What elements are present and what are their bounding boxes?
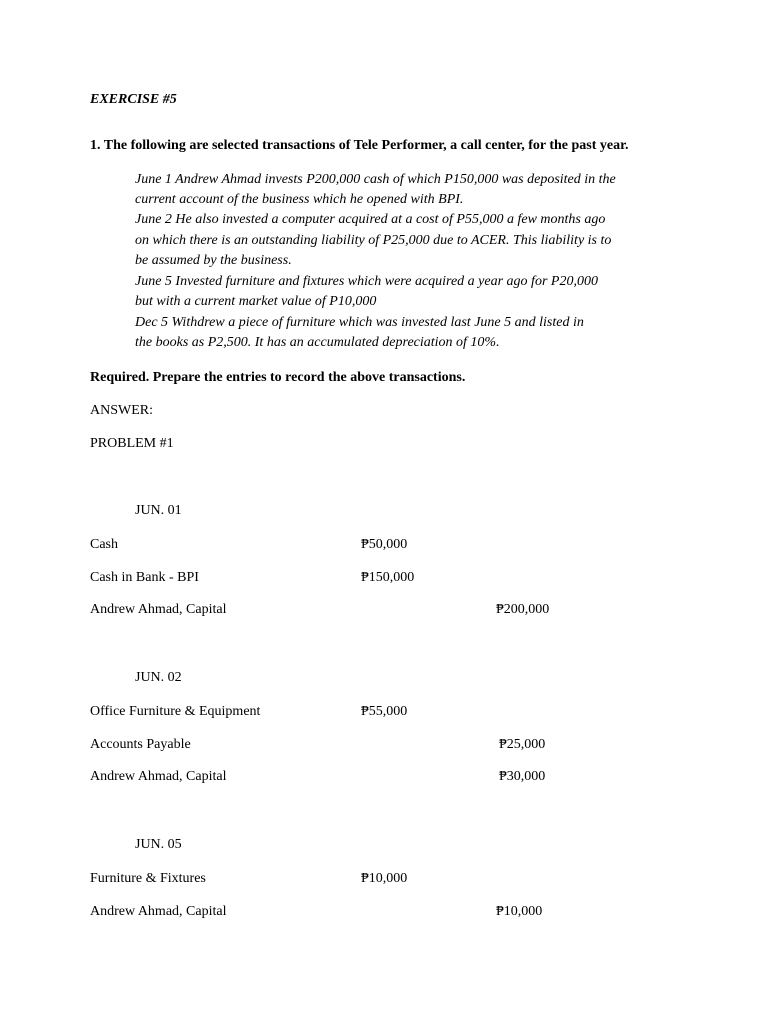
transaction-line: be assumed by the business. [135, 253, 292, 268]
answer-label: ANSWER: [90, 403, 153, 418]
entry-date: JUN. 05 [135, 837, 182, 852]
transaction-line: on which there is an outstanding liability of P25,000 due to ACER. This liability is to [135, 233, 612, 248]
debit-amount: ₱150,000 [361, 570, 415, 585]
account-name: Andrew Ahmad, Capital [90, 769, 227, 784]
entry-date: JUN. 01 [135, 503, 182, 518]
exercise-title: EXERCISE #5 [90, 92, 177, 107]
account-name: Office Furniture & Equipment [90, 704, 261, 719]
transaction-line: June 2 He also invested a computer acquired at a cost of P55,000 a few months ago [135, 212, 606, 227]
credit-amount: ₱30,000 [499, 769, 546, 784]
account-name: Furniture & Fixtures [90, 871, 206, 886]
transaction-line: June 5 Invested furniture and fixtures which were acquired a year ago for P20,000 [135, 274, 598, 289]
debit-amount: ₱50,000 [361, 537, 408, 552]
credit-amount: ₱10,000 [496, 904, 543, 919]
debit-amount: ₱55,000 [361, 704, 408, 719]
account-name: Cash [90, 537, 118, 552]
account-name: Accounts Payable [90, 737, 191, 752]
transaction-line: but with a current market value of P10,000 [135, 294, 377, 309]
transaction-line: the books as P2,500. It has an accumulated depreciation of 10%. [135, 335, 500, 350]
transaction-line: June 1 Andrew Ahmad invests P200,000 cash of which P150,000 was deposited in the [135, 172, 616, 187]
question-text: 1. The following are selected transactions of Tele Performer, a call center, for the past year. [90, 138, 629, 153]
account-name: Andrew Ahmad, Capital [90, 904, 227, 919]
entry-date: JUN. 02 [135, 670, 182, 685]
account-name: Andrew Ahmad, Capital [90, 602, 227, 617]
debit-amount: ₱10,000 [361, 871, 408, 886]
credit-amount: ₱25,000 [499, 737, 546, 752]
account-name: Cash in Bank - BPI [90, 570, 199, 585]
credit-amount: ₱200,000 [496, 602, 550, 617]
transaction-line: Dec 5 Withdrew a piece of furniture which was invested last June 5 and listed in [135, 315, 584, 330]
transaction-line: current account of the business which he opened with BPI. [135, 192, 464, 207]
required-text: Required. Prepare the entries to record the above transactions. [90, 370, 466, 385]
problem-label: PROBLEM #1 [90, 436, 174, 451]
